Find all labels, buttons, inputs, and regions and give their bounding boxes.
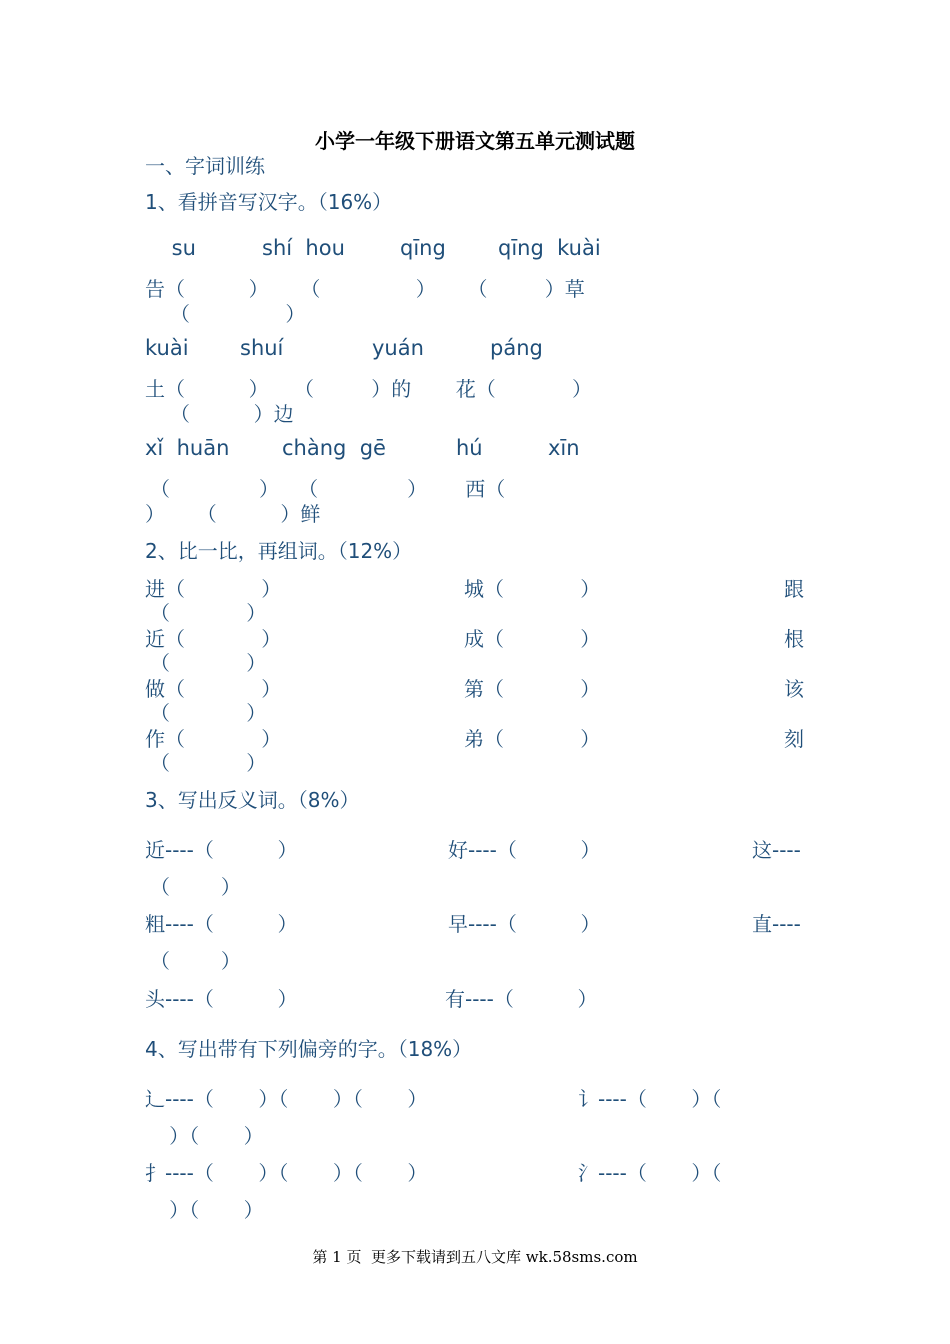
pinyin: chàng gē (282, 436, 386, 460)
pinyin: páng (490, 336, 543, 360)
antonym-item: （ ） (150, 875, 241, 899)
compare-word: 作（ ） (145, 727, 282, 751)
antonym-item: 好----（ ） (448, 838, 601, 862)
antonym-item: 头----（ ） (145, 987, 298, 1011)
page-footer: 第 1 页 更多下载请到五八文库 wk.58sms.com (312, 1248, 638, 1266)
compare-word: 成（ ） (464, 627, 601, 651)
compare-word: 弟（ ） (464, 727, 601, 751)
antonym-item: （ ） (150, 949, 241, 973)
pinyin: shí hou (262, 236, 345, 260)
answer-line: （ ） （ ） 西（ (150, 477, 506, 501)
page-title: 小学一年级下册语文第五单元测试题 (315, 129, 635, 153)
compare-word: 第（ ） (464, 677, 601, 701)
radical-item: 讠----（ ）（ (578, 1087, 722, 1111)
question-1-heading: 1、看拼音写汉字。（16%） (145, 190, 393, 214)
compare-word: （ ） (150, 701, 267, 725)
pinyin: qīng kuài (498, 236, 601, 260)
antonym-item: 这---- (752, 838, 801, 862)
compare-word: （ ） (150, 651, 267, 675)
pinyin: xǐ huān (145, 436, 230, 460)
antonym-item: 近----（ ） (145, 838, 298, 862)
compare-word: 做（ ） (145, 677, 282, 701)
compare-word: 城（ ） (464, 577, 601, 601)
compare-word: 跟 (784, 577, 804, 601)
radical-item: 辶----（ ）（ ）（ ） (145, 1087, 428, 1111)
radical-item: 扌----（ ）（ ）（ ） (145, 1161, 428, 1185)
pinyin: su (165, 236, 196, 260)
pinyin: kuài (145, 336, 189, 360)
compare-word: 进（ ） (145, 577, 282, 601)
radical-item: 氵----（ ）（ (578, 1161, 722, 1185)
antonym-item: 粗----（ ） (145, 912, 298, 936)
radical-item: ）（ ） (150, 1198, 264, 1222)
compare-word: （ ） (150, 601, 267, 625)
compare-word: 刻 (784, 727, 804, 751)
answer-line: 告（ ） （ ） （ ）草 (145, 277, 585, 301)
compare-word: 近（ ） (145, 627, 282, 651)
compare-word: （ ） (150, 751, 267, 775)
compare-word: 根 (784, 627, 804, 651)
section-heading-1: 一、字词训练 (145, 154, 265, 178)
compare-word: 该 (784, 677, 804, 701)
antonym-item: 早----（ ） (448, 912, 601, 936)
radical-item: ）（ ） (150, 1124, 264, 1148)
answer-line: （ ） (170, 302, 306, 326)
question-3-heading: 3、写出反义词。（8%） (145, 788, 360, 812)
pinyin: qīng (400, 236, 446, 260)
answer-line: ） （ ）鲜 (145, 502, 321, 526)
answer-line: 土（ ） （ ）的 花（ ） (145, 377, 593, 401)
pinyin: shuí (240, 336, 284, 360)
answer-line: （ ）边 (170, 402, 294, 426)
question-2-heading: 2、比一比，再组词。（12%） (145, 539, 413, 563)
pinyin: yuán (372, 336, 424, 360)
antonym-item: 直---- (752, 912, 801, 936)
pinyin: xīn (548, 436, 580, 460)
pinyin: hú (456, 436, 483, 460)
question-4-heading: 4、写出带有下列偏旁的字。（18%） (145, 1037, 473, 1061)
antonym-item: 有----（ ） (445, 987, 598, 1011)
